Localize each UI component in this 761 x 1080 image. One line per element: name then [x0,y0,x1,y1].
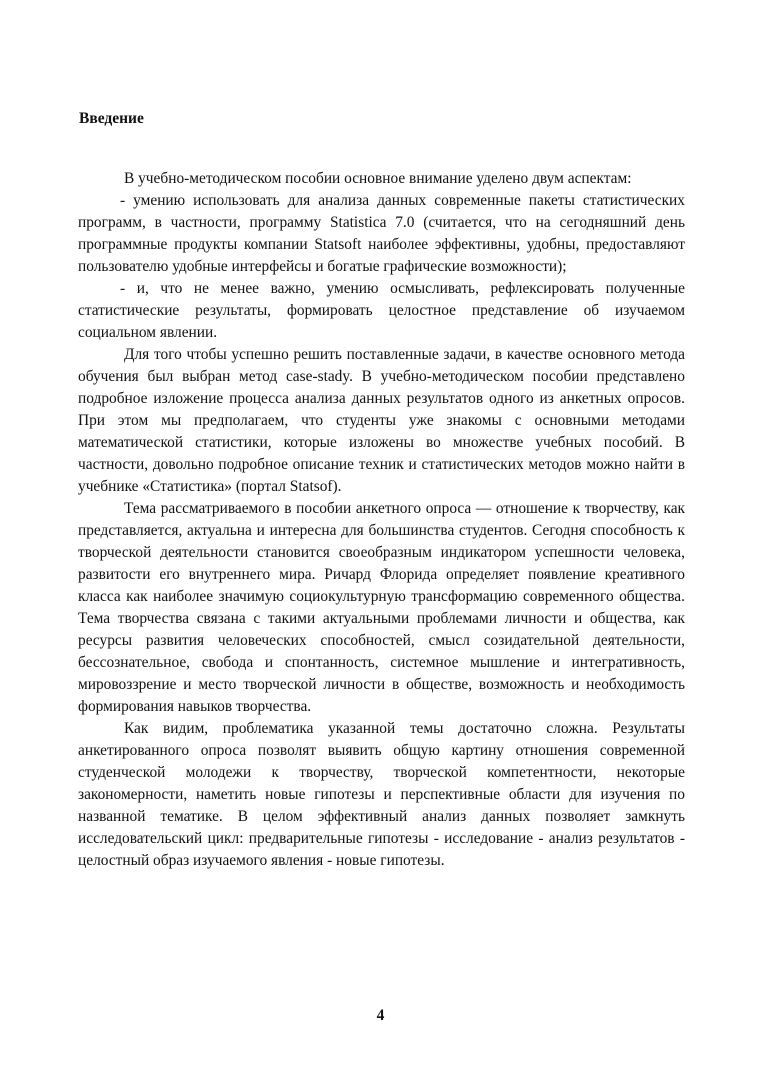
paragraph-aspect-2: - и, что не менее важно, умению осмысливать, рефлексировать полученные статистические результаты, формировать целостное представление об изучаемом социальном явлении. [78,280,685,341]
paragraph-method: Для того чтобы успешно решить поставленные задачи, в качестве основного метода обучения был выбран метод case-stady. В учебно-методическом пособии представлено подробное изложение процесса анализа данных результатов одного из анкетных опросов. При этом мы предполагаем, что студенты уже знакомы с основными методами математической статистики, которые изложены во множестве учебных пособий. В частности, довольно подробное описание техник и статистических методов можно найти в учебнике «Статистика» (портал Statsof). [78,346,685,495]
paragraph-topic: Тема рассматриваемого в пособии анкетного опроса — отношение к творчеству, как представляется, актуальна и интересна для большинства студентов. Сегодня способность к творческой деятельности становится своеобразным индикатором успешности человека, развитости его внутреннего мира. Ричард Флорида определяет появление креативного класса как наиболее значимую социокультурную трансформацию современного общества. Тема творчества связана с такими актуальными проблемами личности и общества, как ресурсы развития человеческих способностей, смысл созидательной деятельности, бессознательное, свобода и спонтанность, системное мышление и интегративность, мировоззрение и место творческой личности в обществе, возможность и необходимость формирования навыков творчества. [78,500,685,715]
paragraph-aspect-1: - умению использовать для анализа данных современные пакеты статистических программ, в частности, программу Statistica 7.0 (считается, что на сегодняшний день программные продукты компании Statsoft наиболее эффективны, удобны, предоставляют пользователю удобные интерфейсы и богатые графические возможности); [78,192,685,275]
page-number: 4 [376,1007,385,1024]
body-text [78,168,685,872]
section-heading: Введение [79,110,144,127]
paragraph-conclusion: Как видим, проблематика указанной темы достаточно сложна. Результаты анкетированного опроса позволят выявить общую картину отношения современной студенческой молодежи к творчеству, творческой компетентности, некоторые закономерности, наметить новые гипотезы и перспективные области для изучения по названной тематике. В целом эффективный анализ данных позволяет замкнуть исследовательский цикл: предварительные гипотезы - исследование - анализ результатов - целостный образ изучаемого явления - новые гипотезы. [78,720,685,869]
paragraph-intro: В учебно-методическом пособии основное внимание уделено двум аспектам: [124,170,632,187]
